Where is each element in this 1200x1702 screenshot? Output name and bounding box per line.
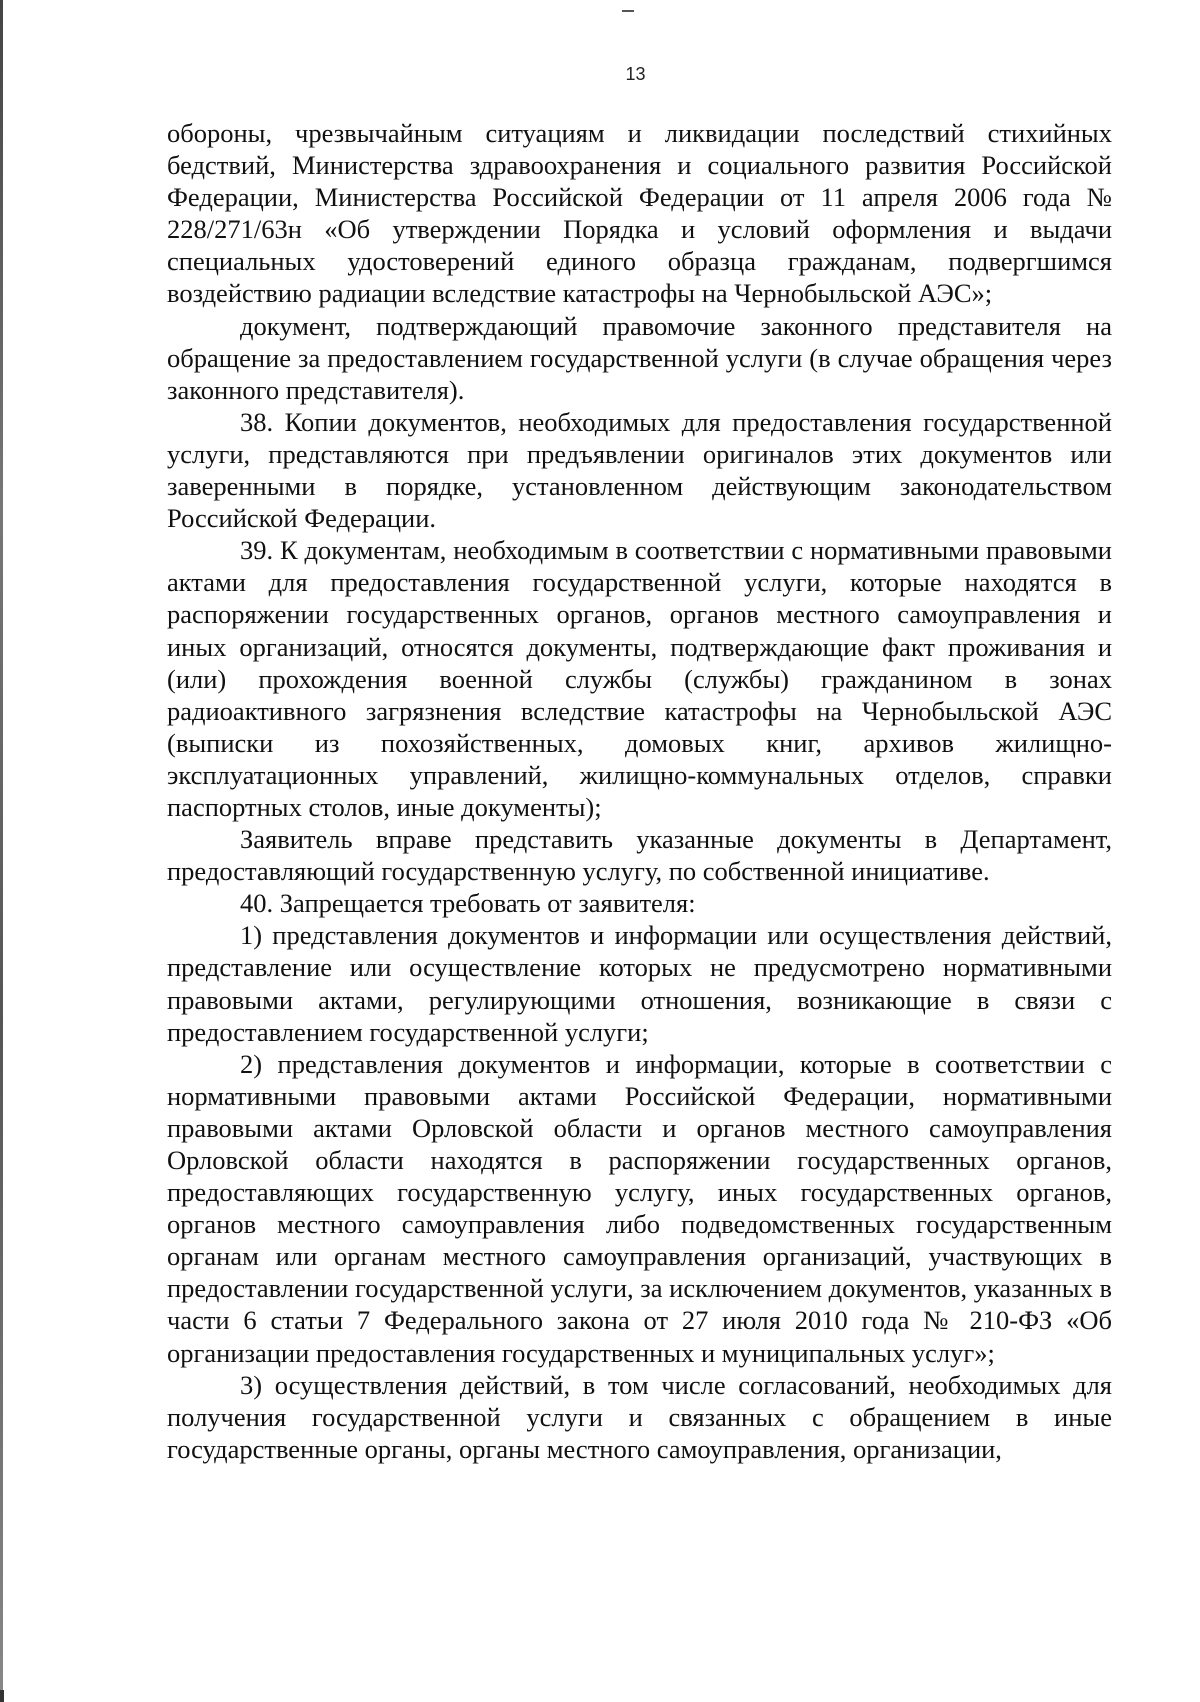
document-body <box>167 117 1112 1465</box>
paragraph-39: 39. К документам, необходимым в соответствии с нормативными правовыми актами для предоставления государственной услуги, которые находятся в распоряжении государственных органов, органов местного самоуправления и иных организаций, относятся документы, подтверждающие факт проживания и (или) прохождения военной службы (службы) гражданином в зонах радиоактивного загрязнения вследствие катастрофы на Чернобыльской АЭС (выписки из похозяйственных, домовых книг, архивов жилищно-эксплуатационных управлений, жилищно-коммунальных отделов, справки паспортных столов, иные документы); <box>167 535 1112 822</box>
scan-speck <box>622 10 634 12</box>
paragraph-continuation: обороны, чрезвычайным ситуациям и ликвидации последствий стихийных бедствий, Министерства здравоохранения и социального развития Российской Федерации, Министерства Российской Федерации от 11 апреля 2006 года № 228/271/63н «Об утверждении Порядка и условий оформления и выдачи специальных удостоверений единого образца гражданам, подвергшимся воздействию радиации вследствие катастрофы на Чернобыльской АЭС»; <box>167 118 1112 309</box>
paragraph-40-item-1: 1) представления документов и информации или осуществления действий, представление или осуществление которых не предусмотрено нормативными правовыми актами, регулирующими отношения, возникающие в связи с предоставлением государственной услуги; <box>167 920 1112 1047</box>
page-number: 13 <box>625 64 646 84</box>
paragraph-38: 38. Копии документов, необходимых для предоставления государственной услуги, представляются при предъявлении оригиналов этих документов или заверенными в порядке, установленном действующим законодательством Российской Федерации. <box>167 406 1112 534</box>
paragraph-40-item-3: 3) осуществления действий, в том числе согласований, необходимых для получения государственной услуги и связанных с обращением в иные государственные органы, органы местного самоуправления, организации, <box>167 1369 1112 1464</box>
paragraph-40: 40. Запрещается требовать от заявителя: <box>240 888 696 919</box>
paragraph-applicant-right: Заявитель вправе представить указанные документы в Департамент, предоставляющий государственную услугу, по собственной инициативе. <box>167 824 1112 887</box>
scan-edge-shadow <box>0 0 3 1702</box>
paragraph-40-item-2: 2) представления документов и информации, которые в соответствии с нормативными правовыми актами Российской Федерации, нормативными правовыми актами Орловской области и органов местного самоуправления Орловской области находятся в распоряжении государственных органов, предоставляющих государственную услугу, иных государственных органов, органов местного самоуправления либо подведомственных государственным органам или органам местного самоуправления организаций, участвующих в предоставлении государственной услуги, за исключением документов, указанных в части 6 статьи 7 Федерального закона от 27 июля 2010 года № 210-ФЗ «Об организации предоставления государственных и муниципальных услуг»; <box>167 1048 1112 1368</box>
scan-edge-mark <box>0 1690 4 1702</box>
paragraph-representative-document: документ, подтверждающий правомочие законного представителя на обращение за предоставлением государственной услуги (в случае обращения через законного представителя). <box>167 310 1112 405</box>
